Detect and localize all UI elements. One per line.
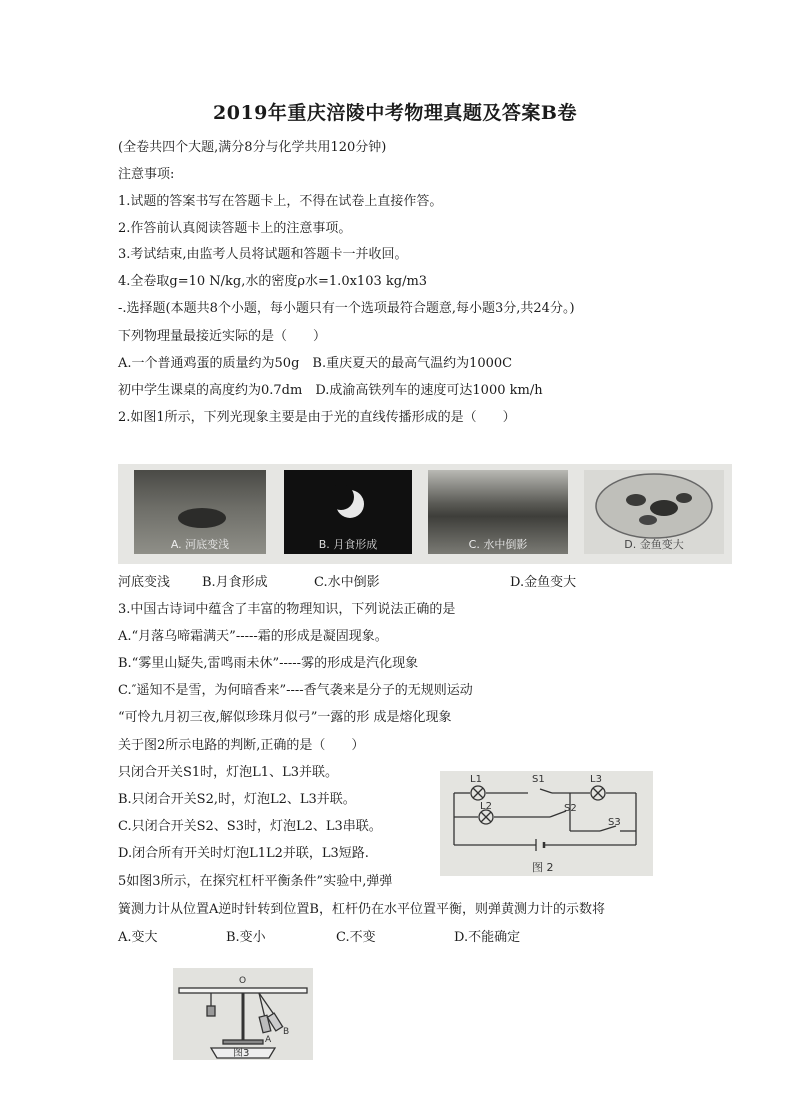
q5-option-a: A.变大 (118, 930, 158, 945)
circuit-diagram (440, 771, 653, 876)
q4-option-b: B.只闭合开关S2,时，灯泡L2、L3并联。 (118, 792, 356, 807)
q5-option-b: B.变小 (226, 930, 266, 945)
label-b: B (283, 1027, 290, 1037)
photo-caption-c: C. 水中倒影 (468, 538, 528, 551)
label-l2: L2 (480, 801, 492, 812)
notice-3: 3.考试结束,由监考人员将试题和答题卡一并收回。 (118, 247, 408, 262)
notice-4: 4.全卷取g=10 N/kg,水的密度ρ水=1.0x103 kg/m3 (118, 274, 428, 289)
q3-option-d: “可怜九月初三夜,解似珍珠月似弓”一露的形 成是熔化现象 (118, 710, 452, 725)
label-s1: S1 (532, 774, 545, 785)
q1-stem: 下列物理量最接近实际的是（ ） (118, 329, 327, 344)
q2-option-a: 河底变浅 (118, 575, 171, 590)
photo-lunar-eclipse (284, 470, 412, 554)
figure-2-circuit (440, 771, 653, 876)
label-s3: S3 (608, 817, 621, 828)
notice-heading: 注意事项: (118, 167, 175, 182)
q2-option-d: D.金鱼变大 (510, 575, 577, 590)
q4-stem: 关于图2所示电路的判断,正确的是（ ） (118, 738, 365, 753)
lever-diagram (173, 968, 313, 1060)
photo-caption-d: D. 金鱼变大 (624, 538, 684, 551)
page-title: 2019年重庆涪陵中考物理真题及答案B卷 (213, 102, 577, 124)
notice-1: 1.试题的答案书写在答题卡上，不得在试卷上直接作答。 (118, 194, 443, 209)
q3-option-c: C.″遥知不是雪，为何暗香来”----香气袭来是分子的无规则运动 (118, 683, 473, 698)
figure-2-caption: 图 2 (532, 861, 554, 874)
photo-riverbed (134, 470, 266, 554)
q3-option-a: A.“月落乌啼霜满天”-----霜的形成是凝固现象。 (118, 629, 388, 644)
q2-stem: 2.如图1所示，下列光现象主要是由于光的直线传播形成的是（ ） (118, 410, 516, 425)
label-l3: L3 (590, 774, 602, 785)
q4-option-a: 只闭合开关S1时，灯泡L1、L3并联。 (118, 765, 338, 780)
label-o: O (239, 976, 247, 986)
q2-option-c: C.水中倒影 (314, 575, 380, 590)
q3-stem: 3.中国古诗词中蕴含了丰富的物理知识，下列说法正确的是 (118, 602, 456, 617)
exam-intro: (全卷共四个大题,满分8分与化学共用120分钟) (118, 140, 387, 155)
q5-stem-line-2: 簧测力计从位置A逆时针转到位置B，杠杆仍在水平位置平衡，则弹黄测力计的示数将 (118, 902, 605, 917)
label-l1: L1 (470, 774, 482, 785)
q5-option-c: C.不变 (336, 930, 376, 945)
photo-water-reflection (428, 470, 568, 554)
label-s2: S2 (564, 803, 577, 814)
q3-option-b: B.“雾里山疑失,雷鸣雨未休”-----雾的形成是汽化现象 (118, 656, 419, 671)
label-a: A (265, 1035, 272, 1045)
notice-2: 2.作答前认真阅读答题卡上的注意事项。 (118, 221, 352, 236)
photo-goldfish-bowl (584, 470, 724, 554)
section-heading: -.选择题(本题共8个小题，每小题只有一个选项最符合题意,每小题3分,共24分。) (118, 301, 575, 316)
photo-caption-b: B. 月食形成 (318, 538, 378, 551)
photo-caption-a: A. 河底变浅 (170, 538, 230, 551)
q5-stem-line-1: 5如图3所示，在探究杠杆平衡条件”实验中,弹弹 (118, 874, 393, 889)
q1-options-ab: A.一个普通鸡蛋的质量约为50g B.重庆夏天的最高气温约为1000C (118, 356, 513, 371)
q5-option-d: D.不能确定 (454, 930, 521, 945)
figure-1-photos (118, 464, 732, 564)
q2-option-b: B.月食形成 (202, 575, 268, 590)
q1-options-cd: 初中学生课桌的高度约为0.7dm D.成渝高铁列车的速度可达1000 km/h (118, 383, 543, 398)
q4-option-d: D.闭合所有开关时灯泡L1L2并联，L3短路. (118, 846, 369, 861)
figure-3-caption: 图3 (233, 1048, 250, 1059)
figure-3-lever (173, 968, 313, 1060)
q4-option-c: C.只闭合开关S2、S3时，灯泡L2、L3串联。 (118, 819, 382, 834)
